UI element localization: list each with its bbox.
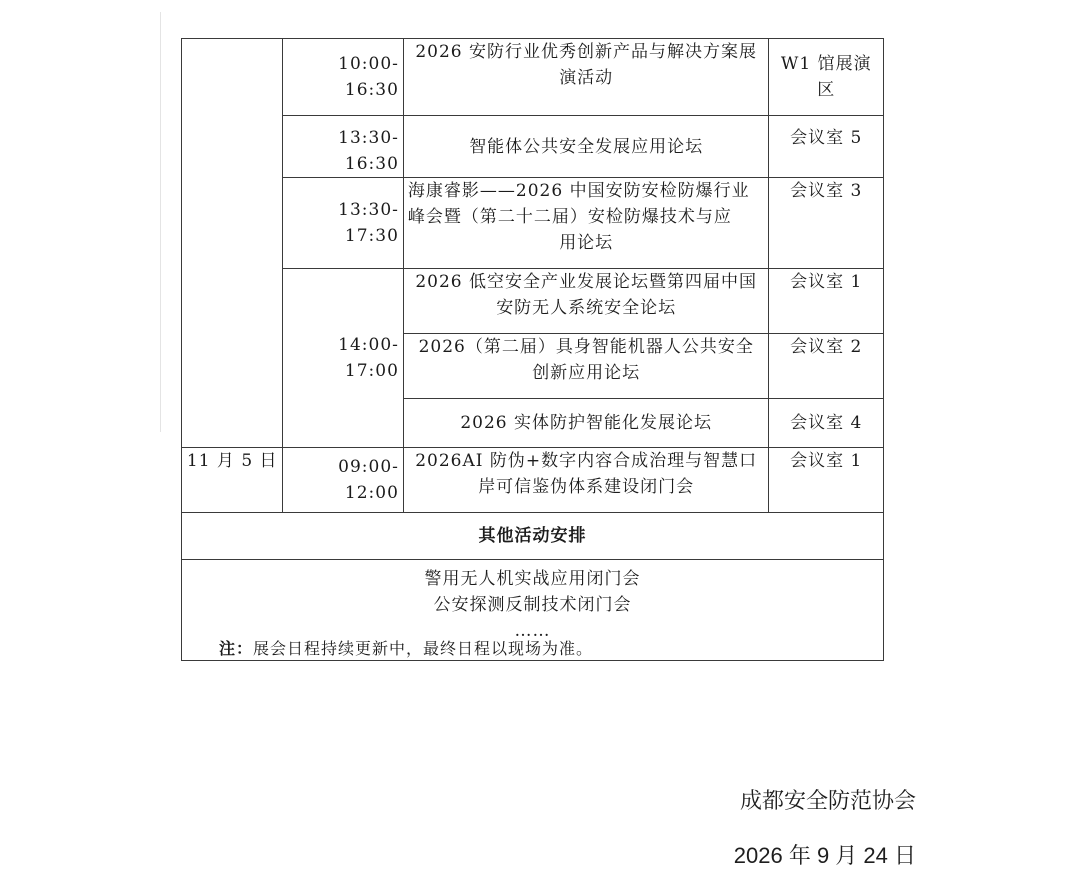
other-activity-item: 公安探测反制技术闭门会 [433,595,632,615]
table-row [182,39,884,116]
other-activity-item: 警用无人机实战应用闭门会 [424,569,641,589]
table-row [182,116,884,178]
event-line: 2026 安防行业优秀创新产品与解决方案展 [415,42,758,62]
event-line: 岸可信鉴伪体系建设闭门会 [478,477,695,497]
event-cell [403,39,769,116]
schedule-table [181,38,884,661]
date-cell-empty [182,39,283,448]
event-line: 创新应用论坛 [532,363,641,383]
event-line: 2026（第二届）具身智能机器人公共安全 [418,337,754,357]
venue-cell: 会议室 4 [769,399,884,448]
table-row [182,178,884,269]
event-line: 2026AI 防伪+数字内容合成治理与智慧口 [415,451,758,471]
footnote-label: 注： [219,639,254,658]
time-cell: 13:30-17:30 [283,178,404,269]
event-line: 智能体公共安全发展应用论坛 [469,136,704,157]
date-cell: 11 月 5 日 [182,448,283,513]
signature-organization: 成都安全防范协会 [739,788,916,813]
venue-cell: 会议室 1 [769,269,884,334]
event-cell [403,178,769,269]
event-cell [403,448,769,513]
event-line: 海康睿影——2026 中国安防安检防爆行业 [407,181,750,201]
time-cell: 13:30-16:30 [283,116,404,178]
event-line: 峰会暨（第二十二届）安检防爆技术与应 [407,207,732,227]
venue-cell: 会议室 5 [769,116,884,178]
event-cell [403,116,769,178]
event-line: 演活动 [559,68,614,88]
time-cell: 14:00-17:00 [283,269,404,448]
venue-cell: 会议室 2 [769,334,884,399]
event-cell [403,334,769,399]
event-line: 安防无人系统安全论坛 [496,298,677,318]
venue-cell: W1 馆展演区 [769,39,884,116]
signature-date: 2026 年 9 月 24 日 [733,843,916,868]
time-cell: 10:00-16:30 [283,39,404,116]
footnote [219,636,593,659]
scan-edge-line [160,12,161,432]
table-row [182,448,884,513]
event-line: 2026 低空安全产业发展论坛暨第四届中国 [415,272,758,292]
venue-cell: 会议室 3 [769,178,884,269]
section-heading-row [182,513,884,560]
other-activities-heading: 其他活动安排 [182,513,884,560]
event-line: 用论坛 [559,233,614,253]
venue-cell: 会议室 1 [769,448,884,513]
time-cell: 09:00-12:00 [283,448,404,513]
event-line: 2026 实体防护智能化发展论坛 [460,413,713,433]
table-row [182,269,884,334]
event-cell [403,269,769,334]
footnote-text: 展会日程持续更新中，最终日程以现场为准。 [253,639,594,658]
event-cell [403,399,769,448]
other-activity-item: …… [514,621,551,641]
